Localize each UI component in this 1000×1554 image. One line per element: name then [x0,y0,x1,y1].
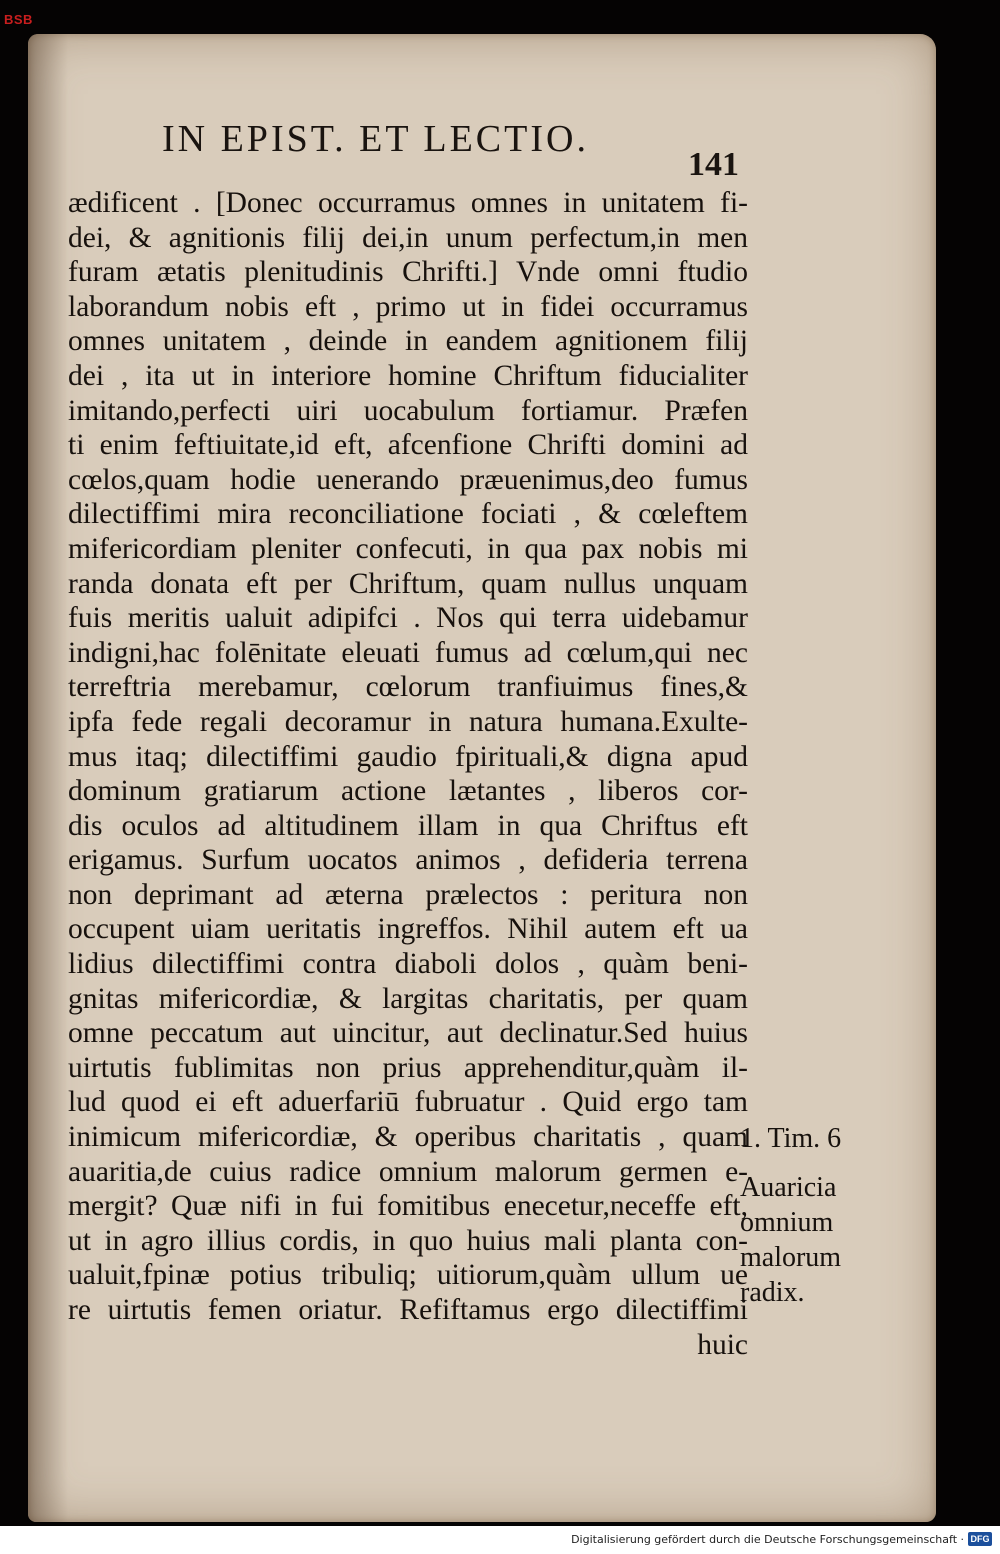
dfg-logo-icon: DFG [968,1532,992,1546]
text-line: furam ætatis plenitudinis Chrifti.] Vnde omni ftudio [68,256,748,289]
text-line: ipfa fede regali decoramur in natura humana.Exulte- [68,705,748,738]
text-line: omnes unitatem , deinde in eandem agnitionem filij [68,325,748,358]
text-line: mifericordiam pleniter confecuti, in qua pax nobis mi [68,532,748,565]
text-line: dilectiffimi mira reconciliatione fociati , & cœleftem [68,498,748,531]
text-line: mus itaq; dilectiffimi gaudio fpirituali,& digna apud [68,740,748,773]
text-line: lud quod ei eft aduerfariū fubruatur . Quid ergo tam [68,1086,748,1119]
marginal-note-line: Auaricia [740,1172,837,1203]
book-page [28,34,936,1522]
catchword: huic [697,1328,748,1361]
text-line: ut in agro illius cordis, in quo huius mali planta con- [68,1224,748,1257]
text-line: erigamus. Surfum uocatos animos , defideria terrena [68,844,748,877]
text-line: imitando,perfecti uiri uocabulum fortiamur. Præfen [68,394,748,427]
scripture-reference: 1. Tim. 6 [740,1123,842,1154]
text-line: mergit? Quæ nifi in fui fomitibus enecetur,neceffe eft, [68,1190,748,1223]
marginal-note-line: omnium [740,1207,834,1238]
marginal-note-line: malorum [740,1242,842,1273]
marginal-note-line: radix. [740,1277,805,1308]
text-line: terreftria merebamur, cœlorum tranfiuimus fines,& [68,671,748,704]
main-text [68,186,748,1362]
text-line: cœlos,quam hodie uenerando præuenimus,deo fumus [68,463,748,496]
text-line: re uirtutis femen oriatur. Refiftamus ergo dilectiffimi [68,1294,748,1326]
text-line: uirtutis fublimitas non prius apprehenditur,quàm il- [68,1051,748,1084]
text-line: lidius dilectiffimi contra diaboli dolos , quàm beni- [68,948,748,981]
text-line: ualuit,fpinæ potius tribuliq; uitiorum,quàm ullum ue [68,1259,748,1292]
text-line: gnitas mifericordiæ, & largitas charitatis, per quam [68,982,748,1015]
text-line: non deprimant ad æterna prælectos : peritura non [68,878,748,911]
text-line: fuis meritis ualuit adipifci . Nos qui terra uidebamur [68,602,748,635]
funding-credit: Digitalisierung gefördert durch die Deutsche Forschungsgemeinschaft · [571,1533,964,1546]
text-line: omne peccatum aut uincitur, aut declinatur.Sed huius [68,1017,748,1050]
text-line: dei , ita ut in interiore homine Chriftum fiducialiter [68,359,748,392]
text-line: ti enim feftiuitate,id eft, afcenfione Chrifti domini ad [68,429,748,462]
text-line: auaritia,de cuius radice omnium malorum germen e- [68,1155,748,1188]
text-line: ædificent . [Donec occurramus omnes in unitatem fi- [68,187,748,219]
text-line: indigni,hac folēnitate eleuati fumus ad cœlum,qui nec [68,636,748,669]
text-line: laborandum nobis eft , primo ut in fidei occurramus [68,290,748,323]
text-line: inimicum mifericordiæ, & operibus charitatis , quam [68,1121,748,1154]
text-line: dei, & agnitionis filij dei,in unum perfectum,in men [68,221,748,254]
marginal-notes [740,1121,880,1310]
page-number: 141 [688,146,739,183]
library-mark: BSB [4,12,33,27]
text-line: randa donata eft per Chriftum, quam nullus unquam [68,567,748,600]
digitization-footer [0,1526,1000,1554]
text-line: dis oculos ad altitudinem illam in qua Chriftus eft [68,809,748,842]
text-line: occupent uiam ueritatis ingreffos. Nihil autem eft ua [68,913,748,946]
text-line: dominum gratiarum actione lætantes , liberos cor- [68,775,748,808]
running-head: IN EPIST. ET LECTIO. [162,118,589,160]
